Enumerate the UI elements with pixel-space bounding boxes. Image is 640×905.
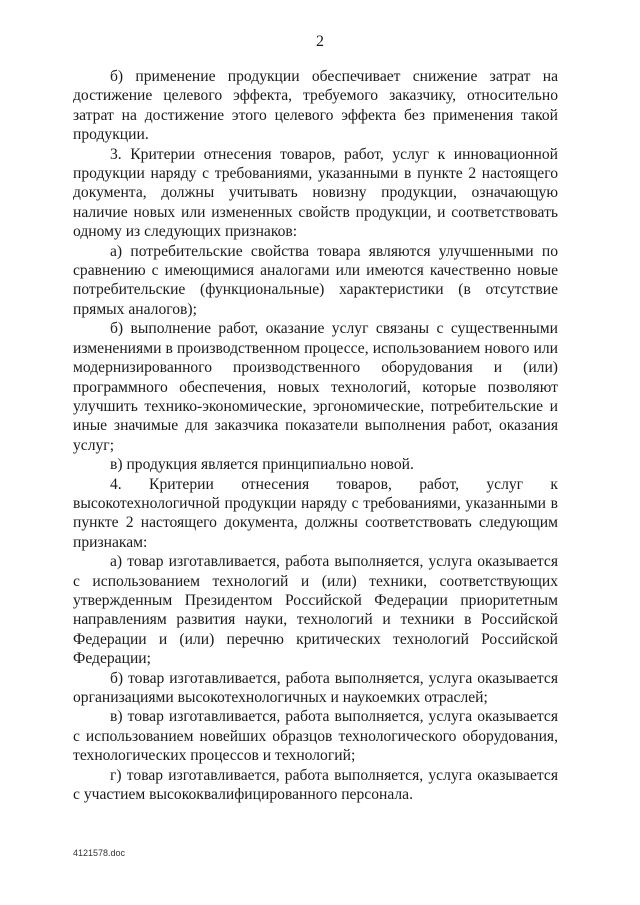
paragraph-b-hightech-organizations: б) товар изготавливается, работа выполняется, услуга оказывается организациями высокотехнологичных и наукоемких отраслей; bbox=[73, 669, 558, 706]
paragraph-g-qualified-personnel: г) товар изготавливается, работа выполняется, услуга оказывается с участием высококвалифицированного персонала. bbox=[73, 766, 558, 804]
paragraph-b-production-changes: б) выполнение работ, оказание услуг связаны с существенными изменениями в производственном процессе, использованием нового или модернизированного производственного оборудования и (или) программного обеспечения, новых технологий, которые позволяют улучшить технико-экономические, эргономические, потребительские и иные значимые для заказчика показатели выполнения работ, оказания услуг; bbox=[73, 320, 558, 454]
paragraph-3-innovative-criteria: 3. Критерии отнесения товаров, работ, услуг к инновационной продукции наряду с требованиями, указанными в пункте 2 настоящего документа, должны учитывать новизну продукции, означающую наличие новых или измененных свойств продукции, и соответствовать одному из следующих признаков: bbox=[73, 145, 558, 241]
paragraph-4-hightech-criteria: 4. Критерии отнесения товаров, работ, услуг к высокотехнологичной продукции наряду с требованиями, указанными в пункте 2 настоящего документа, должны соответствовать следующим признакам: bbox=[73, 475, 558, 551]
document-body bbox=[73, 67, 558, 804]
footer-filename: 4121578.doc bbox=[73, 848, 126, 858]
paragraph-v-newest-equipment: в) товар изготавливается, работа выполняется, услуга оказывается с использованием новейших образцов технологического оборудования, технологических процессов и технологий; bbox=[73, 708, 558, 765]
page-number: 2 bbox=[316, 33, 324, 50]
paragraph-v-fundamentally-new: в) продукция является принципиально новой. bbox=[110, 456, 414, 474]
paragraph-a-priority-technologies: а) товар изготавливается, работа выполняется, услуга оказывается с использованием технологий и (или) техники, соответствующих утвержденным Президентом Российской Федерации приоритетным направлениям развития науки, технологий и техники в Российской Федерации и (или) перечню критических технологий Российской Федерации; bbox=[73, 553, 558, 668]
paragraph-b-cost-reduction: б) применение продукции обеспечивает снижение затрат на достижение целевого эффекта, требуемого заказчику, относительно затрат на достижение этого целевого эффекта без применения такой продукции. bbox=[73, 68, 558, 144]
paragraph-a-improved-properties: а) потребительские свойства товара являются улучшенными по сравнению с имеющимися аналогами или имеются качественно новые потребительские (функциональные) характеристики (в отсутствие прямых аналогов); bbox=[73, 242, 558, 318]
